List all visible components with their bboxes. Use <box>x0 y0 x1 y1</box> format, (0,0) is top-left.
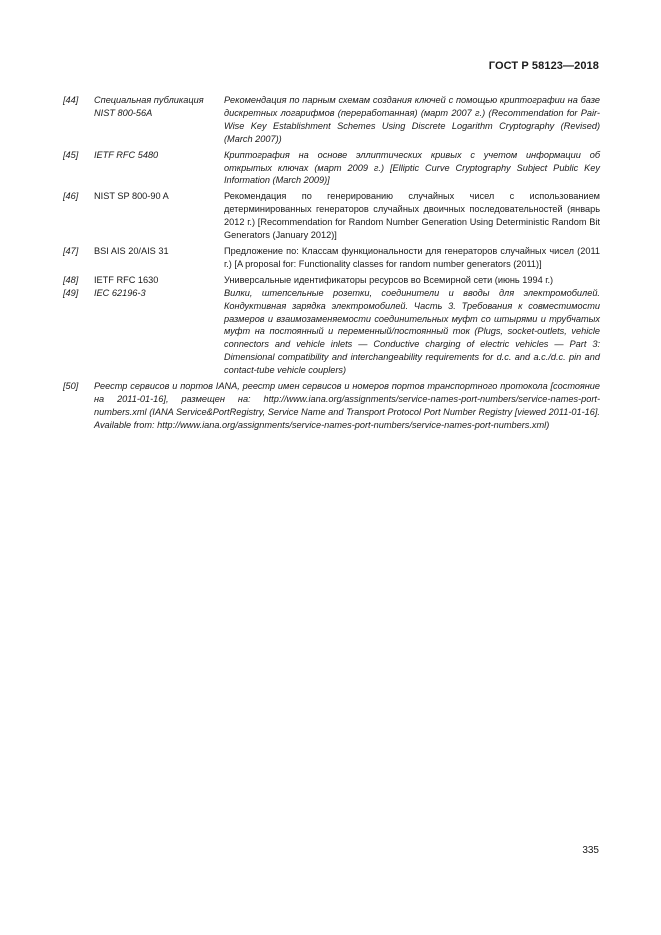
reference-item-45 <box>63 149 600 188</box>
reference-number: [49] <box>63 287 79 298</box>
reference-item-44 <box>63 94 600 146</box>
reference-source: IETF RFC 5480 <box>94 149 159 160</box>
reference-source: Специальная публикация NIST 800-56A <box>94 95 204 118</box>
reference-item-49 <box>63 287 600 377</box>
reference-item-48 <box>63 274 600 287</box>
reference-number: [46] <box>63 191 79 202</box>
reference-title: Криптография на основе эллиптических кривых с учетом информации об открытых ключах (март 2009 г.) [Elliptic Curve Cryptography Subject Public Key Information (March 2009)] <box>224 149 600 186</box>
document-header: ГОСТ Р 58123—2018 <box>488 60 599 72</box>
reference-item-50 <box>63 380 600 432</box>
reference-title: Предложение по: Классам функциональности для генераторов случайных чисел (2011 г.) [A proposal for: Functionality classes for random number generators (2011)] <box>224 245 600 269</box>
reference-number: [44] <box>63 95 79 105</box>
reference-title: Реестр сервисов и портов IANA, реестр имен сервисов и номеров портов транспортного протокола [состояние на 2011-01-16], размещен на: http://www.iana.org/assignments/service-names-port-numbers/service-names-port-numbers.xml (IANA Service&PortRegistry, Service Name and Transport Protocol Port Number Registry [viewed 2011-01-16]. Available from: http://www.iana.org/assignments/service-names-port-numbers/service-names-port-numbers.xml) <box>94 381 600 430</box>
reference-source: IETF RFC 1630 <box>94 274 159 285</box>
bibliography-list <box>63 94 600 435</box>
reference-item-46 <box>63 190 600 242</box>
reference-source: NIST SP 800-90 A <box>94 191 169 202</box>
reference-item-47 <box>63 245 600 271</box>
reference-number: [45] <box>63 149 79 160</box>
page-number: 335 <box>582 845 599 856</box>
reference-source: IEC 62196-3 <box>94 287 146 298</box>
reference-title: Вилки, штепсельные розетки, соединители и вводы для электромобилей. Кондуктивная зарядка электромобилей. Часть 3. Требования к совместимости размеров и взаимозаменяемости соединительных муфт со штырями и трубчатых муфт на постоянный и переменный/постоянный ток (Plugs, socket-outlets, vehicle connectors and vehicle inlets — Conductive charging of electric vehicles — Part 3: Dimensional compatibility and interchangeability requirements for d.c. and a.c./d.c. pin and contact-tube vehicle couplers) <box>224 287 600 376</box>
reference-number: [50] <box>63 381 79 392</box>
reference-source: BSI AIS 20/AIS 31 <box>94 245 169 256</box>
reference-title: Универсальные идентификаторы ресурсов во Всемирной сети (июнь 1994 г.) <box>224 274 554 285</box>
reference-number: [47] <box>63 245 79 256</box>
reference-number: [48] <box>63 274 79 285</box>
reference-title: Рекомендация по генерированию случайных чисел с использованием детерминированных генераторов случайных двоичных последовательностей (январь 2012 г.) [Recommendation for Random Number Generation Using Deterministic Random Bit Generators (January 2012)] <box>224 191 600 241</box>
reference-title: Рекомендация по парным схемам создания ключей с помощью криптографии на базе дискретных логарифмов (переработанная) (март 2007 г.) (Recommendation for Pair-Wise Key Establishment Schemes Using Discrete Logarithm Cryptography (Revised) (March 2007)) <box>224 95 600 144</box>
